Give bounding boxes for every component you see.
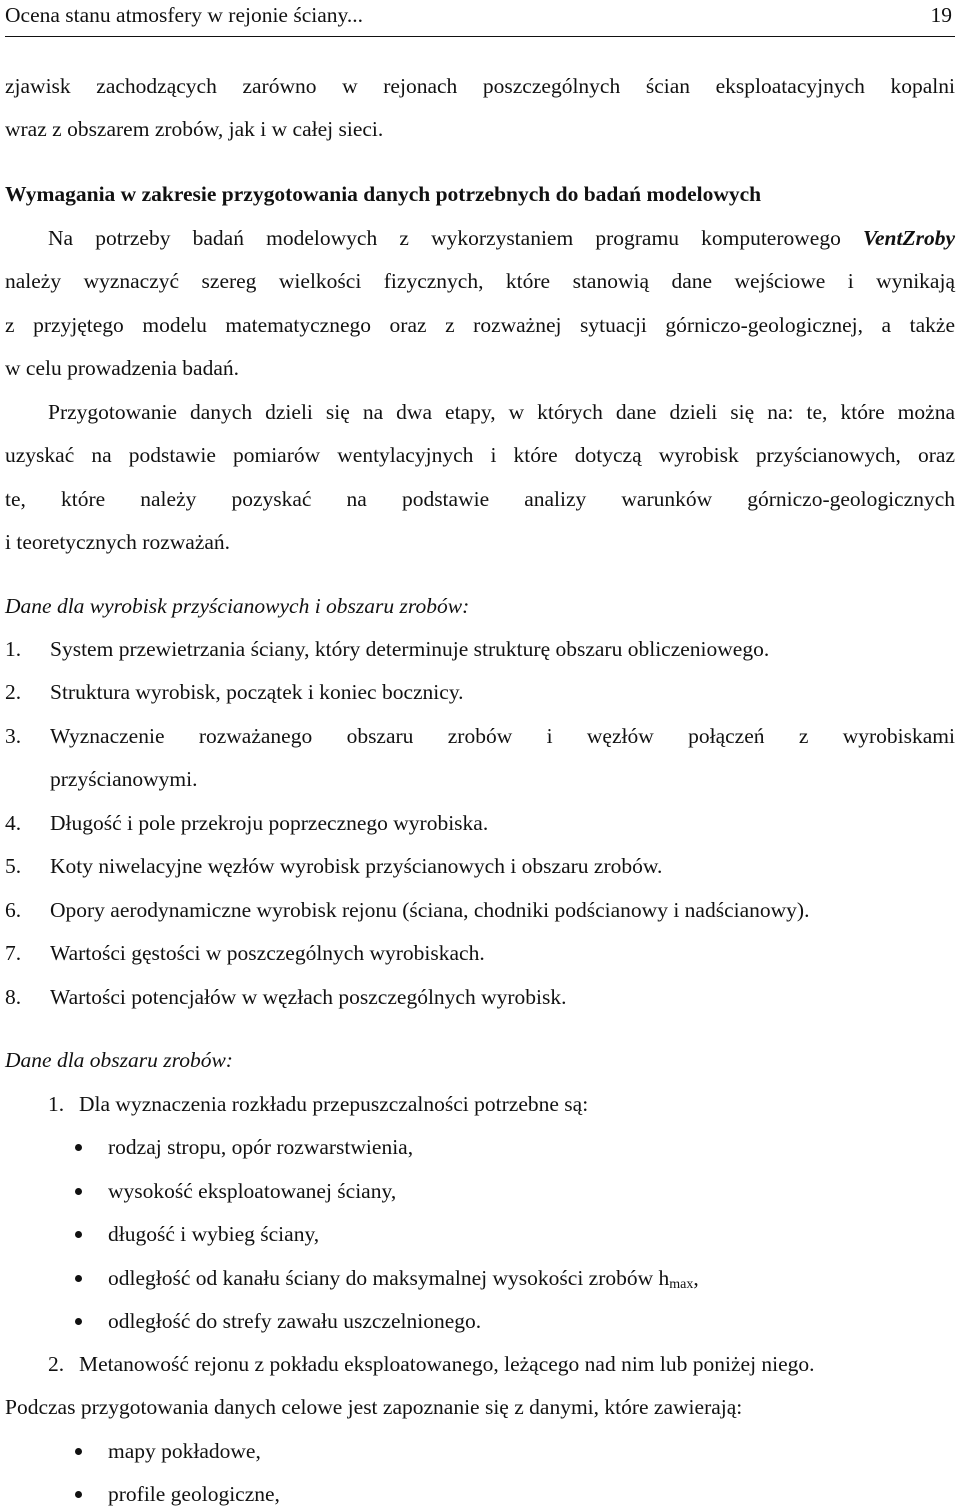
intro-line-2: wraz z obszarem zrobów, jak i w całej sieci. bbox=[5, 117, 384, 141]
section-heading: Wymagania w zakresie przygotowania danych potrzebnych do badań modelowych bbox=[5, 182, 762, 206]
list-item-number: 4. bbox=[5, 811, 22, 835]
list-item-number: 5. bbox=[5, 854, 22, 878]
list-item-text: Opory aerodynamiczne wyrobisk rejonu (ściana, chodniki podścianowy i nadścianowy). bbox=[50, 898, 810, 922]
bullet-text-main: odległość od kanału ściany do maksymalnej wysokości zrobów h bbox=[108, 1266, 670, 1290]
bullet-text: długość i wybieg ściany, bbox=[108, 1222, 320, 1246]
bullet-icon bbox=[75, 1231, 82, 1238]
para1-line-1-text: Na potrzeby badań modelowych z wykorzystaniem programu komputerowego bbox=[48, 226, 864, 250]
para1-line-2: należy wyznaczyć szereg wielkości fizycznych, które stanowią dane wejściowe i wynikają bbox=[5, 269, 955, 293]
para1-line-1 bbox=[48, 224, 955, 252]
bullet-text: profile geologiczne, bbox=[108, 1482, 280, 1506]
list-item-text: Koty niwelacyjne węzłów wyrobisk przyścianowych i obszaru zrobów. bbox=[50, 854, 663, 878]
list-item-number: 7. bbox=[5, 941, 22, 965]
list-item-text: Długość i pole przekroju poprzecznego wyrobiska. bbox=[50, 811, 489, 835]
bullet-icon bbox=[75, 1144, 82, 1151]
bullet-text: odległość do strefy zawału uszczelnionego. bbox=[108, 1309, 482, 1333]
para2-line-3: te, które należy pozyskać na podstawie analizy warunków górniczo-geologicznych bbox=[5, 487, 955, 511]
program-name: VentZroby bbox=[863, 226, 955, 250]
bullet-icon bbox=[75, 1491, 82, 1498]
bullet-icon bbox=[75, 1188, 82, 1195]
bullet-icon bbox=[75, 1318, 82, 1325]
list-item-text: Struktura wyrobisk, początek i koniec bocznicy. bbox=[50, 680, 464, 704]
subheading-zroby: Dane dla obszaru zrobów: bbox=[5, 1048, 233, 1072]
bullet-icon bbox=[75, 1448, 82, 1455]
list-item-number: 1. bbox=[48, 1092, 65, 1116]
bullet-text: rodzaj stropu, opór rozwarstwienia, bbox=[108, 1135, 414, 1159]
subscript-max: max bbox=[669, 1277, 694, 1292]
list-item-text: przyścianowymi. bbox=[50, 767, 198, 791]
list-item-text: Metanowość rejonu z pokładu eksploatowanego, leżącego nad nim lub poniżej niego. bbox=[79, 1352, 815, 1376]
bullet-text: mapy pokładowe, bbox=[108, 1439, 261, 1463]
intro-line-1: zjawisk zachodzących zarówno w rejonach poszczególnych ścian eksploatacyjnych kopalni bbox=[5, 74, 955, 98]
para2-line-2: uzyskać na podstawie pomiarów wentylacyjnych i które dotyczą wyrobisk przyścianowych, oraz bbox=[5, 443, 955, 467]
bullet-text: wysokość eksploatowanej ściany, bbox=[108, 1179, 397, 1203]
list-item-number: 8. bbox=[5, 985, 22, 1009]
list-item-text: Wyznaczenie rozważanego obszaru zrobów i węzłów połączeń z wyrobiskami bbox=[50, 724, 955, 748]
list-item-text: Wartości gęstości w poszczególnych wyrobiskach. bbox=[50, 941, 485, 965]
page-number: 19 bbox=[930, 3, 952, 27]
list-item-number: 6. bbox=[5, 898, 22, 922]
para1-line-4: w celu prowadzenia badań. bbox=[5, 356, 240, 380]
list-item-number: 3. bbox=[5, 724, 22, 748]
list-item-text: Dla wyznaczenia rozkładu przepuszczalności potrzebne są: bbox=[79, 1092, 589, 1116]
list-item-text: Wartości potencjałów w węzłach poszczególnych wyrobisk. bbox=[50, 985, 567, 1009]
list-item-number: 1. bbox=[5, 637, 22, 661]
list-item-number: 2. bbox=[5, 680, 22, 704]
para2-line-4: i teoretycznych rozważań. bbox=[5, 530, 231, 554]
closing-paragraph: Podczas przygotowania danych celowe jest zapoznanie się z danymi, które zawierają: bbox=[5, 1395, 743, 1419]
header-title: Ocena stanu atmosfery w rejonie ściany... bbox=[5, 3, 364, 27]
running-header bbox=[5, 0, 955, 37]
subheading-wyrobiska: Dane dla wyrobisk przyścianowych i obszaru zrobów: bbox=[5, 594, 470, 618]
list-item-number: 2. bbox=[48, 1352, 65, 1376]
para1-line-3: z przyjętego modelu matematycznego oraz z rozważnej sytuacji górniczo-geologicznej, a także bbox=[5, 313, 955, 337]
para2-line-1: Przygotowanie danych dzieli się na dwa etapy, w których dane dzieli się na: te, które można bbox=[48, 400, 955, 424]
bullet-icon bbox=[75, 1275, 82, 1282]
bullet-text bbox=[108, 1264, 699, 1299]
list-item-text: System przewietrzania ściany, który determinuje strukturę obszaru obliczeniowego. bbox=[50, 637, 770, 661]
bullet-text-end: , bbox=[693, 1266, 699, 1290]
